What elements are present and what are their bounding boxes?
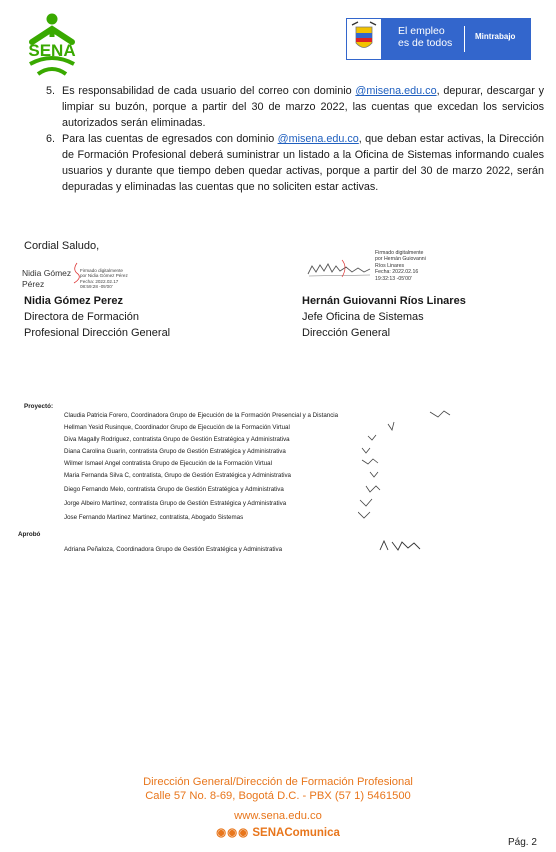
list-item [62,83,544,131]
email-domain-link[interactable]: @misena.edu.co [355,85,437,97]
signer-title: Directora de Formación [24,311,139,323]
staff-entry: Diana Carolina Guarín, contratista Grupo de Gestión Estratégica y Administrativa [64,448,286,455]
ministry-label: Mintrabajo [475,32,516,41]
signer-name: Nidia Gómez Perez [24,295,124,307]
item-number-6: 6. [46,133,56,145]
staff-entry: Claudia Patricia Forero, Coordinadora Grupo de Ejecución de la Formación Presencial y a Distancia [64,412,339,419]
approver-entry: Adriana Peñaloza, Coordinadora Grupo de Gestión Estratégica y Administrativa [64,546,283,553]
left-signature-mark [22,268,71,290]
staff-entry: Jorge Albeiro Martínez, contratista Grupo de Gestión Estratégica y Administrativa [64,500,287,507]
digital-sig-line: Ríos Linares [375,262,405,269]
approved-label: Aprobó [18,531,41,538]
sena-logo-graphic [22,12,82,78]
social-icons: ◉◉◉ [216,827,250,839]
colombia-shield-icon [347,19,381,59]
signature-name-line2: Pérez [22,279,45,289]
approver-initials-mark [378,538,424,554]
handwritten-signature-image [306,257,374,281]
item-text-before: Es responsabilidad de cada usuario del correo con dominio [62,85,356,97]
footer-website[interactable]: www.sena.edu.co [234,810,322,822]
signer-office: Dirección General [302,327,391,339]
signer-title: Jefe Oficina de Sistemas [302,311,424,323]
digital-sig-line: Firmado digitalmente [375,250,424,256]
staff-entry: Hellman Yesid Rusinque, Coordinador Grupo de Ejecución de la Formación Virtual [64,424,290,431]
gov-slogan-line2: es de todos [398,37,453,49]
gov-slogan-line1: El empleo [398,25,445,37]
digital-sig-line: Fecha: 2022.02.16 [375,269,419,276]
item-text-after: , que deban estar activas, la Dirección de Formación Profesional deberá suministrar un listado a la Oficina de Sistemas informando cuales usuarios y durante que tiempo deben quedar activas, porque a partir del 30 de marzo 2022, serán depuradas y eliminadas las cuentas que no soliciten estar activas. [62,133,545,193]
footer-office: Dirección General/Dirección de Formación Profesional [143,776,413,788]
footer-social [0,825,556,839]
list-item [62,131,544,195]
email-domain-link[interactable]: @misena.edu.co [277,133,359,145]
sena-logo [22,12,82,78]
item-text-before: Para las cuentas de egresados con dominio [62,133,278,145]
initials-marks [358,408,458,526]
digital-sig-line: 08:59:28 -05'00' [80,283,113,289]
signer-office: Profesional Dirección General [24,327,171,339]
digital-sig-line: 19:32:13 -05'00' [375,275,412,282]
left-digital-signature [80,268,128,289]
staff-entry: Diego Fernando Melo, contratista Grupo de Gestión Estratégica y Administrativa [64,486,284,493]
page-number: Pág. 2 [508,837,537,848]
digital-sig-line: por Hernán Guiovanni [375,256,426,263]
right-digital-signature [375,250,426,282]
staff-entry: Diva Magally Rodriguez, contratista Grupo de Gestión Estratégica y Administrativa [64,436,290,443]
projected-label: Proyectó: [24,403,54,410]
closing-greeting: Cordial Saludo, [24,240,100,252]
digital-sig-line: por Nidia Gómez Pérez [80,273,128,279]
signer-name: Hernán Guiovanni Ríos Linares [302,295,466,307]
staff-entry: Maria Fernanda Silva C, contratista, Grupo de Gestión Estratégica y Administrativa [64,472,291,479]
staff-entry: Wilmer Ismael Angel contratista Grupo de Ejecución de la Formación Virtual [64,460,272,467]
left-signer-block [24,293,170,341]
social-handle: SENAComunica [252,827,340,839]
right-signer-block [302,293,466,341]
sena-logo-text: SENA [28,41,76,60]
banner-divider [464,26,465,52]
item-text-after: , depurar, descargar y limpiar su buzón, porque a partir del 30 de marzo 2022, las cuentas que excedan los servicios autorizados serán eliminadas. [62,85,544,129]
digital-sig-line: Fecha: 2022.02.17 [80,278,119,284]
digital-sig-line: Firmado digitalmente [80,268,123,273]
staff-entry: Jose Fernando Martinez Martinez, contratista, Abogado Sistemas [64,514,244,521]
item-number-5: 5. [46,85,56,97]
signature-name-line1: Nidia Gómez [22,268,72,278]
footer-address: Calle 57 No. 8-69, Bogotá D.C. - PBX (57 1) 5461500 [145,790,411,802]
government-banner [346,18,531,60]
